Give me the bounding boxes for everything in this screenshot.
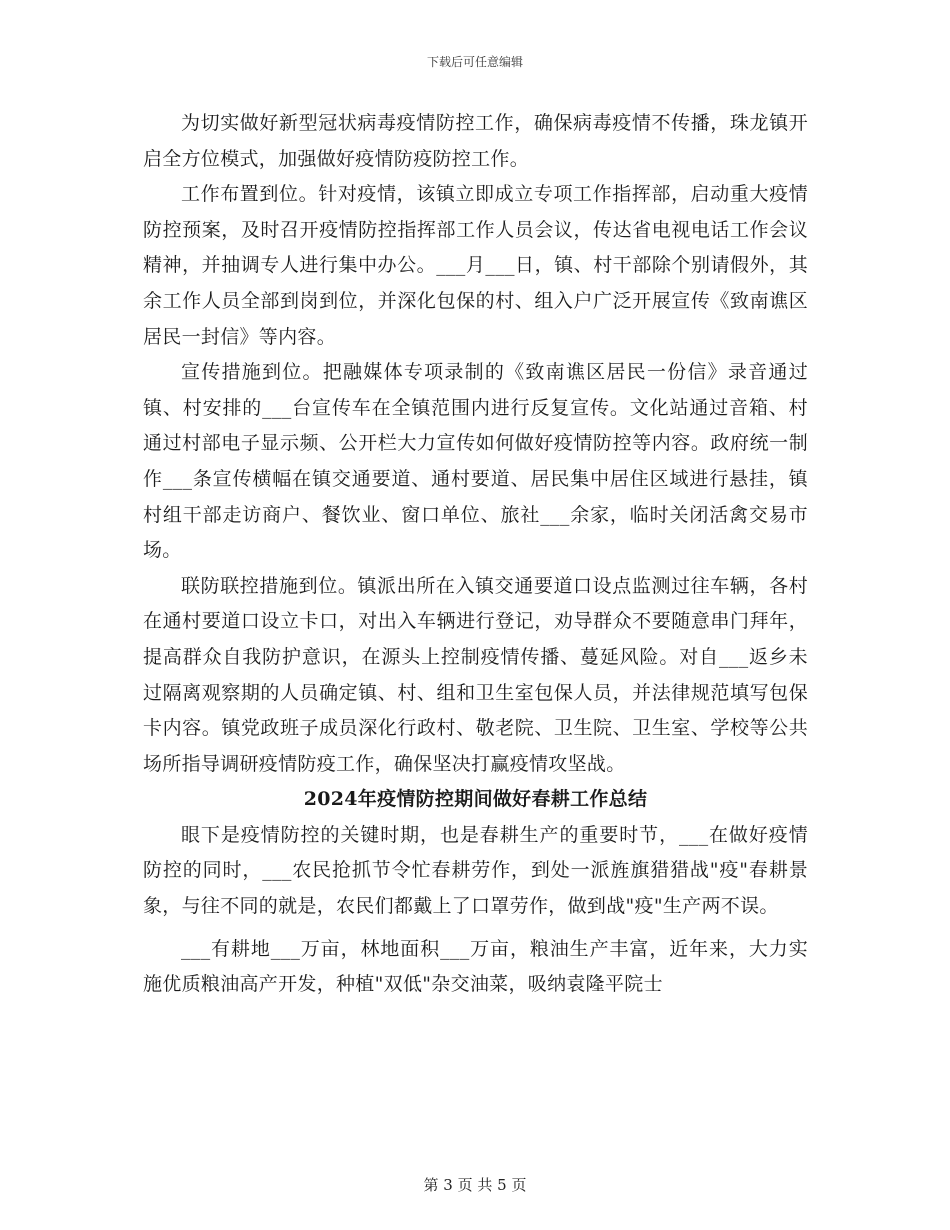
paragraph-farmland-overview: ___有耕地___万亩，林地面积___万亩，粮油生产丰富，近年来，大力实施优质粮油高产开发，种植"双低"杂交油菜，吸纳袁隆平院士 [143,937,808,996]
paragraph-publicity-measures: 宣传措施到位。把融媒体专项录制的《致南谯区居民一份信》录音通过镇、村安排的___台宣传车在全镇范围内进行反复宣传。文化站通过音箱、村通过村部电子显示频、公开栏大力宣传如何做好疫情防控等内容。政府统一制作___条宣传横幅在镇交通要道、通村要道、居民集中居住区域进行悬挂，镇村组干部走访商户、餐饮业、窗口单位、旅社___余家，临时关闭活禽交易市场。 [143,361,808,562]
page-number: 第 3 页 共 5 页 [423,1176,527,1194]
paragraph-spring-plowing-intro: 眼下是疫情防控的关键时期，也是春耕生产的重要时节，___在做好疫情防控的同时，___农民抢抓节令忙春耕劳作，到处一派旌旗猎猎战"疫"春耕景象，与往不同的就是，农民们都戴上了口罩劳作，做到战"疫"生产两不误。 [143,823,808,918]
paragraph-work-arrangement: 工作布置到位。针对疫情，该镇立即成立专项工作指挥部，启动重大疫情防控预案，及时召开疫情防控指挥部工作人员会议，传达省电视电话工作会议精神，并抽调专人进行集中办公。___月___日，镇、村干部除个别请假外，其余工作人员全部到岗到位，并深化包保的村、组入户广泛开展宣传《致南谯区居民一封信》等内容。 [143,183,808,348]
document-body [143,106,808,1003]
paragraph-joint-control-measures: 联防联控措施到位。镇派出所在入镇交通要道口设点监测过往车辆，各村在通村要道口设立卡口，对出入车辆进行登记，劝导群众不要随意串门拜年，提高群众自我防护意识，在源头上控制疫情传播、蔓延风险。对自___返乡未过隔离观察期的人员确定镇、村、组和卫生室包保人员，并法律规范填写包保卡内容。镇党政班子成员深化行政村、敬老院、卫生院、卫生室、学校等公共场所指导调研疫情防疫工作，确保坚决打赢疫情攻坚战。 [143,574,808,775]
header-note: 下载后可任意编辑 [426,55,523,69]
page-header [0,54,950,70]
page-footer [0,1175,950,1195]
section-title: 2024年疫情防控期间做好春耕工作总结 [303,788,648,811]
paragraph-intro: 为切实做好新型冠状病毒疫情防控工作，确保病毒疫情不传播，珠龙镇开启全方位模式，加强做好疫情防疫防控工作。 [143,112,808,170]
